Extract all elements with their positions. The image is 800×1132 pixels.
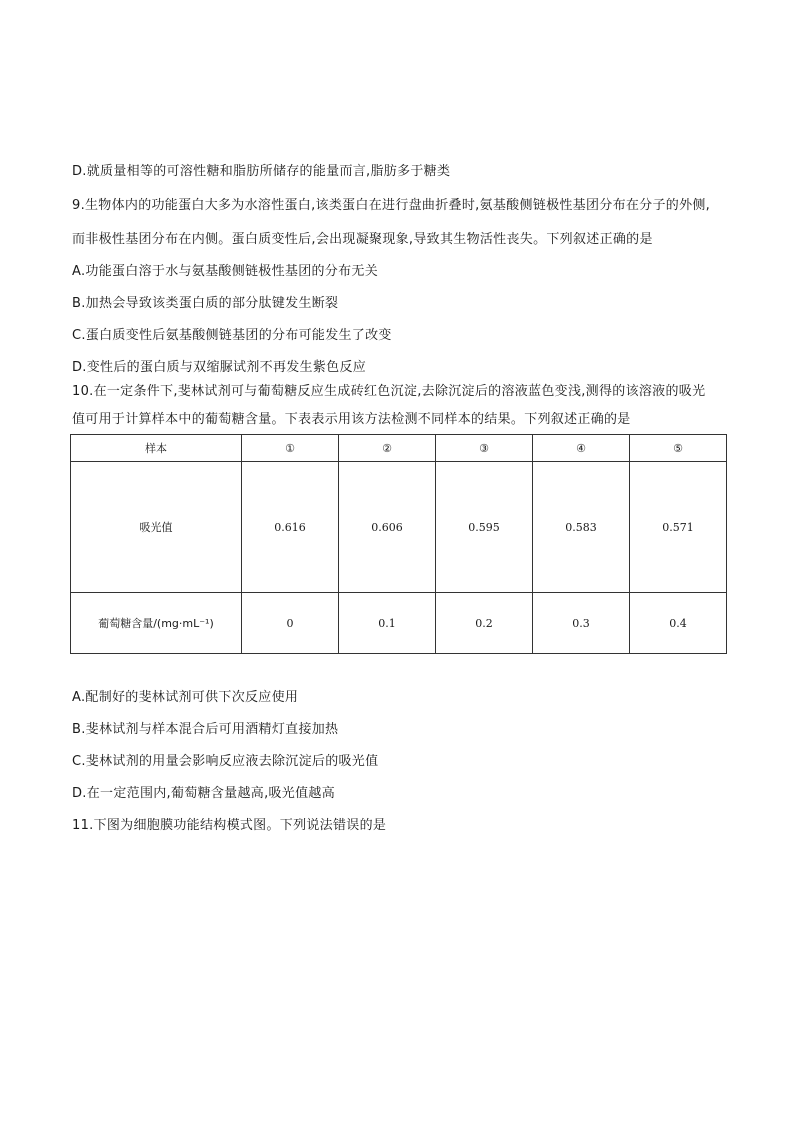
header-cell: ②: [339, 435, 436, 462]
q10-option-b: B.斐林试剂与样本混合后可用酒精灯直接加热: [72, 722, 339, 737]
q9-stem-line-1: 9.生物体内的功能蛋白大多为水溶性蛋白,该类蛋白在进行盘曲折叠时,氨基酸侧链极性基团分布在分子的外侧,: [72, 198, 711, 213]
table-cell: 0.3: [533, 593, 630, 654]
table-row-glucose: [71, 593, 727, 654]
table-cell: 0.1: [339, 593, 436, 654]
q10-stem-line-1: 10.在一定条件下,斐林试剂可与葡萄糖反应生成砖红色沉淀,去除沉淀后的溶液蓝色变浅,测得的该溶液的吸光: [72, 384, 706, 399]
q9-stem-line-2: 而非极性基团分布在内侧。蛋白质变性后,会出现凝聚现象,导致其生物活性丧失。下列叙述正确的是: [72, 232, 653, 247]
row-label-absorbance: 吸光值: [71, 462, 242, 593]
q10-stem-line-2: 值可用于计算样本中的葡萄糖含量。下表表示用该方法检测不同样本的结果。下列叙述正确的是: [72, 412, 631, 427]
q9-option-c: C.蛋白质变性后氨基酸侧链基团的分布可能发生了改变: [72, 328, 392, 343]
header-cell-sample: 样本: [71, 435, 242, 462]
header-cell: ③: [436, 435, 533, 462]
table-cell: 0.571: [630, 462, 727, 593]
table-cell: 0.616: [242, 462, 339, 593]
q8-option-d: D.就质量相等的可溶性糖和脂肪所储存的能量而言,脂肪多于糖类: [72, 164, 451, 179]
q9-option-b: B.加热会导致该类蛋白质的部分肽键发生断裂: [72, 296, 339, 311]
table-row-absorbance: [71, 462, 727, 593]
absorbance-table: [70, 434, 727, 654]
q10-option-d: D.在一定范围内,葡萄糖含量越高,吸光值越高: [72, 786, 336, 801]
table-cell: 0: [242, 593, 339, 654]
header-cell: ⑤: [630, 435, 727, 462]
q10-option-c: C.斐林试剂的用量会影响反应液去除沉淀后的吸光值: [72, 754, 379, 769]
table-cell: 0.4: [630, 593, 727, 654]
table-cell: 0.2: [436, 593, 533, 654]
header-cell: ④: [533, 435, 630, 462]
q9-option-a: A.功能蛋白溶于水与氨基酸侧链极性基团的分布无关: [72, 264, 378, 279]
q9-option-d: D.变性后的蛋白质与双缩脲试剂不再发生紫色反应: [72, 360, 367, 375]
q10-option-a: A.配制好的斐林试剂可供下次反应使用: [72, 690, 299, 705]
table-cell: 0.606: [339, 462, 436, 593]
table-cell: 0.595: [436, 462, 533, 593]
table-header-row: [71, 435, 727, 462]
header-cell: ①: [242, 435, 339, 462]
q11-stem: 11.下图为细胞膜功能结构模式图。下列说法错误的是: [72, 818, 387, 833]
row-label-glucose: 葡萄糖含量/(mg·mL⁻¹): [71, 593, 242, 654]
table-cell: 0.583: [533, 462, 630, 593]
